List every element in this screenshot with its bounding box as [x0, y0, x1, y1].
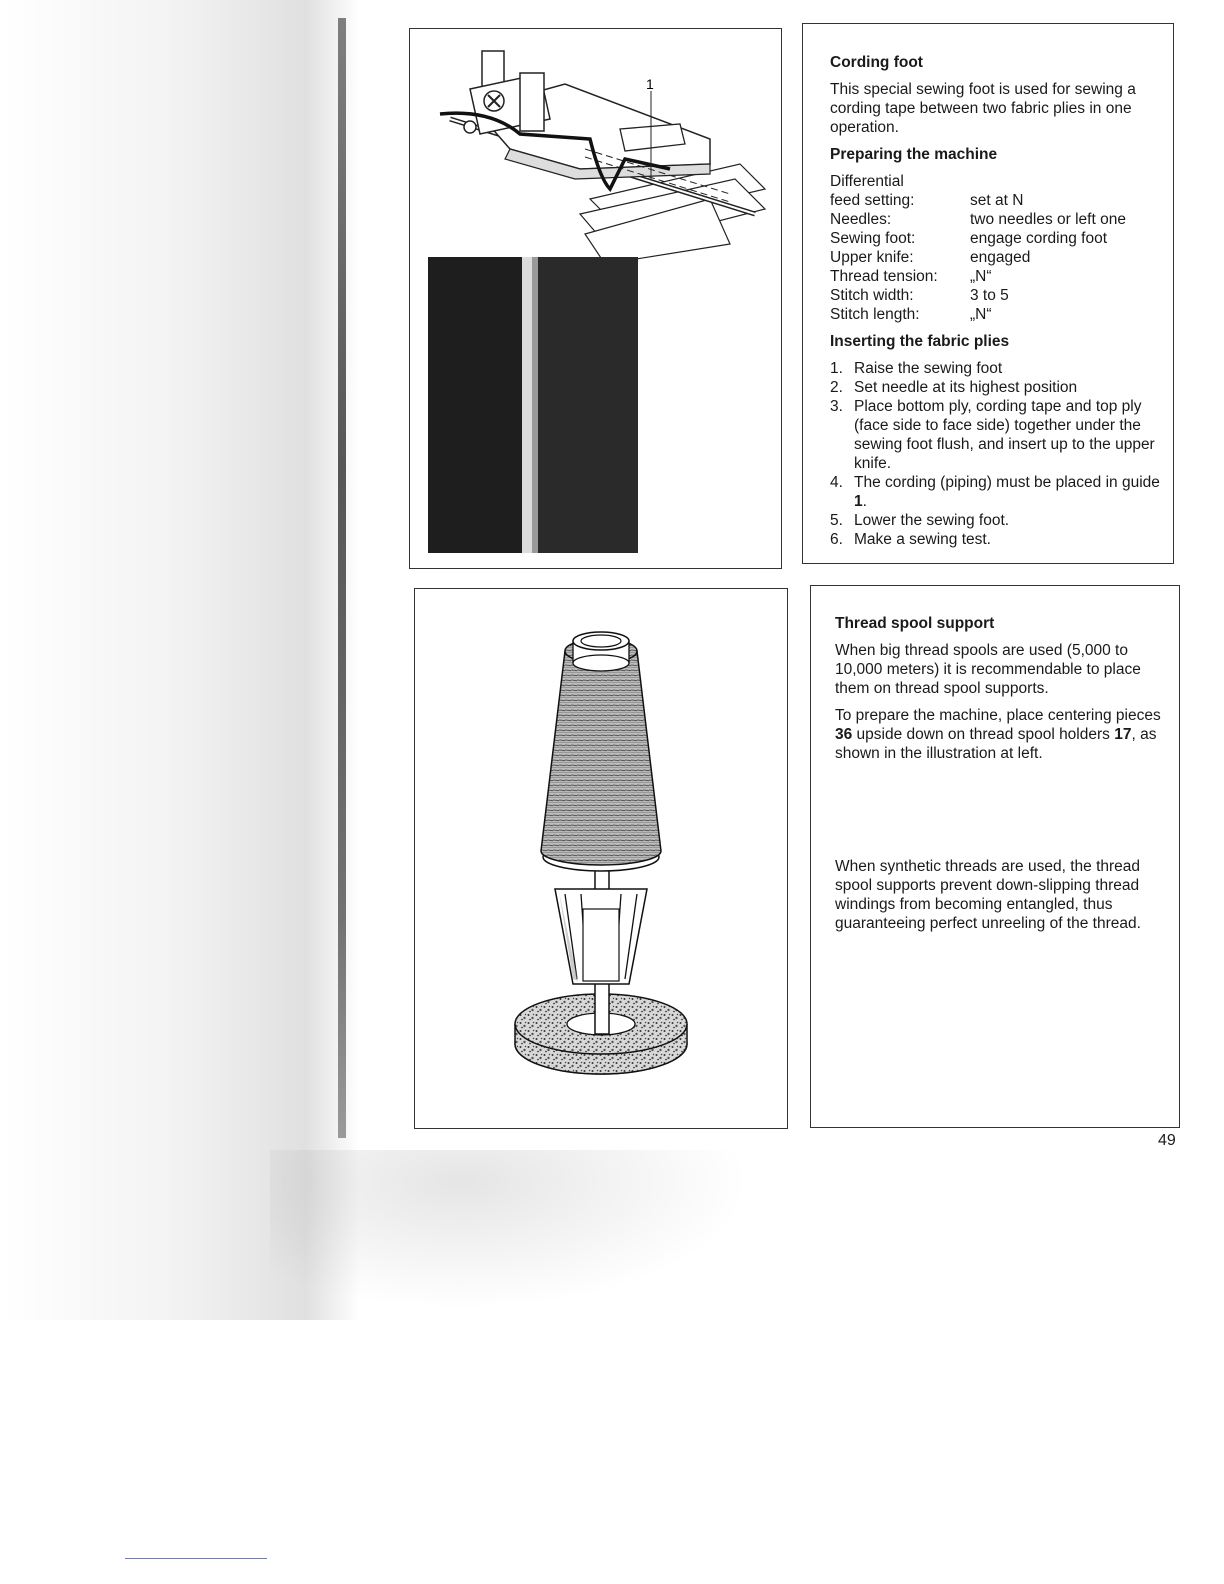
list-item: 5. Lower the sewing foot. — [830, 512, 1010, 529]
scan-rule — [125, 1558, 267, 1559]
thread-spool-illustration-panel — [414, 588, 788, 1129]
list-item: 6. Make a sewing test. — [830, 531, 991, 548]
guide-label: 1 — [646, 76, 654, 92]
setting-row: feed setting: set at N — [830, 192, 1024, 209]
binding-shadow — [0, 0, 360, 1320]
inserting-steps — [830, 359, 1160, 549]
cording-foot-illustration — [410, 29, 780, 567]
list-item: 4. The cording (piping) must be placed in guide 1. — [830, 474, 1160, 510]
list-item: 3. Place bottom ply, cording tape and top ply (face side to face side) together under the sewing foot flush, and insert up to the upper knife. — [830, 398, 1155, 472]
machine-settings — [830, 172, 1160, 324]
setting-row: Stitch length: „N“ — [830, 306, 992, 323]
thread-spool-para-1: When big thread spools are used (5,000 to 10,000 meters) it is recommendable to place them on thread spool supports. — [835, 642, 1141, 697]
scan-shadow — [270, 1150, 750, 1310]
binding-edge — [338, 18, 346, 1138]
centering-piece-ref: 36 — [835, 726, 853, 743]
spacer — [835, 771, 1165, 857]
thread-spool-section — [835, 614, 1165, 941]
setting-row: Stitch width: 3 to 5 — [830, 287, 1009, 304]
thread-spool-para-3: When synthetic threads are used, the thread spool supports prevent down-slipping thread windings from becoming entangled, thus guaranteeing perfect unreeling of the thread. — [835, 858, 1141, 932]
list-item: 1. Raise the sewing foot — [830, 360, 1003, 377]
spool-holder-ref: 17 — [1114, 726, 1132, 743]
setting-row: Sewing foot: engage cording foot — [830, 230, 1108, 247]
cording-foot-illustration-panel — [409, 28, 782, 569]
cording-foot-section — [830, 53, 1160, 549]
thread-spool-title: Thread spool support — [835, 615, 995, 632]
page-number: 49 — [1158, 1132, 1176, 1149]
setting-row: Thread tension: „N“ — [830, 268, 992, 285]
setting-row: Needles: two needles or left one — [830, 211, 1126, 228]
inserting-heading: Inserting the fabric plies — [830, 333, 1010, 350]
cording-foot-intro: This special sewing foot is used for sewing a cording tape between two fabric plies in one operation. — [830, 81, 1136, 136]
setting-row: Upper knife: engaged — [830, 249, 1031, 266]
thread-spool-illustration — [415, 589, 786, 1127]
thread-spool-para-2: To prepare the machine, place centering pieces 36 upside down on thread spool holders 17, as shown in the illustration at left. — [835, 707, 1161, 762]
cording-foot-title: Cording foot — [830, 54, 923, 71]
setting-row: Differential — [830, 173, 904, 190]
preparing-heading: Preparing the machine — [830, 146, 998, 163]
list-item: 2. Set needle at its highest position — [830, 379, 1078, 396]
guide-ref: 1 — [854, 493, 863, 510]
